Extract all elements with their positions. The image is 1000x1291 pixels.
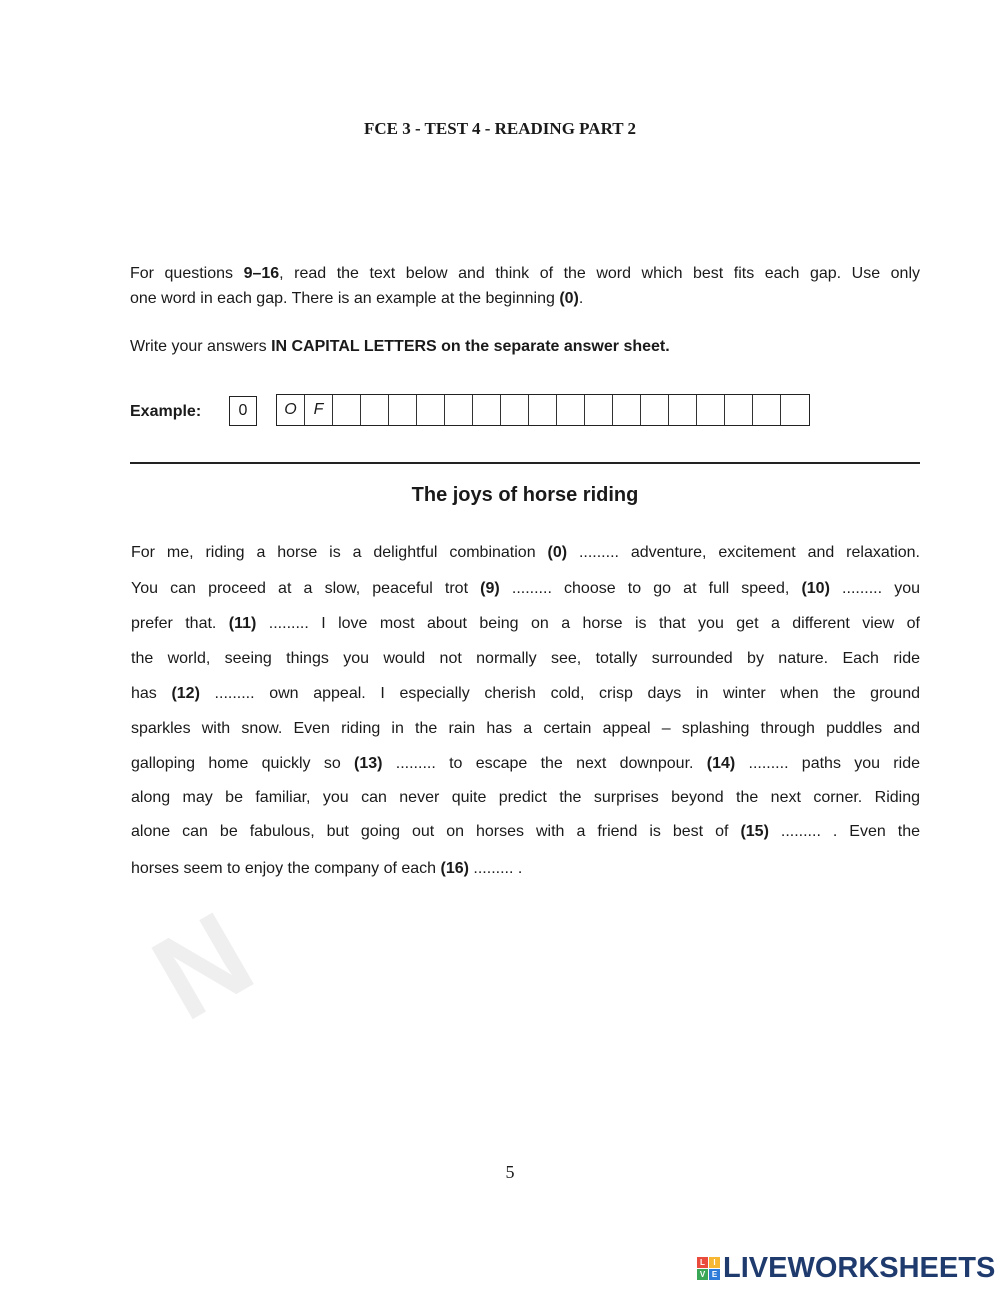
page-title: FCE 3 - TEST 4 - READING PART 2 [363,119,637,138]
page-number: 5 [505,1162,515,1182]
answer-cell [473,395,501,425]
logo-icon [697,1257,720,1280]
text-segment: ......... own appeal. I especially cherish cold, crisp days in winter when the ground [199,685,920,702]
answer-cell [557,395,585,425]
answer-cell [725,395,753,425]
passage-line [131,683,920,705]
passage-line [131,753,920,775]
answer-cell [389,395,417,425]
answer-cell [641,395,669,425]
text-segment: Write your answers [130,338,272,355]
passage-line [131,613,920,635]
logo-letter-tile: E [709,1269,720,1280]
text-segment: along may be familiar, you can never quite predict the surprises beyond the next corner. Riding [131,789,920,806]
answer-cell [697,395,725,425]
text-segment: You can proceed at a slow, peaceful trot [131,580,481,597]
answer-cell [753,395,781,425]
gap-number: 9–16 [243,265,280,282]
text-segment: galloping home quickly so [131,755,355,772]
text-segment: For questions [130,265,244,282]
answer-cell [417,395,445,425]
instruction-line-1 [130,261,920,286]
passage-line [131,648,920,670]
example-label: Example: [130,403,202,420]
text-segment: sparkles with snow. Even riding in the rain has a certain appeal – splashing through puddles and [131,720,920,737]
text-segment: ......... paths you ride [735,755,920,772]
text-segment: alone can be fabulous, but going out on horses with a friend is best of [131,823,741,840]
text-segment: ......... I love most about being on a horse is that you get a different view of [256,615,920,632]
text-segment: the world, seeing things you would not normally see, totally surrounded by nature. Each ride [131,650,920,667]
gap-number: (16) [440,860,469,877]
answer-cell [669,395,697,425]
gap-number: (0) [547,544,568,561]
answer-cell [333,395,361,425]
answer-cell [445,395,473,425]
logo-letter-tile: I [709,1257,720,1268]
passage-line [131,542,920,564]
gap-number: (10) [801,580,830,597]
gap-number: (9) [480,580,500,597]
text-segment: ......... adventure, excitement and relaxation. [567,544,920,561]
gap-number: (0) [559,290,579,307]
gap-number: (14) [706,755,736,772]
answer-cell [585,395,613,425]
watermark: N [131,886,274,1046]
passage-line [131,718,920,740]
text-segment: ......... to escape the next downpour. [382,755,707,772]
example-number-box: 0 [229,396,257,426]
answer-cell [361,395,389,425]
instruction-line-2 [130,286,920,311]
gap-number: IN CAPITAL LETTERS on the separate answer sheet. [271,338,670,355]
passage-line [131,578,920,600]
answer-cell [781,395,809,425]
text-segment: horses seem to enjoy the company of each [131,860,441,877]
passage-heading: The joys of horse riding [411,484,639,506]
gap-number: (13) [354,755,383,772]
text-segment: ......... you [829,580,920,597]
example-answer-cells [276,394,810,426]
text-segment: , read the text below and think of the word which best fits each gap. Use only [279,265,920,282]
logo-text: LIVEWORKSHEETS [723,1252,996,1284]
gap-number: (12) [171,685,200,702]
text-segment: prefer that. [131,615,229,632]
answer-cell [613,395,641,425]
answer-cell: F [305,395,333,425]
text-segment: ......... . [468,860,523,877]
answer-cell [529,395,557,425]
text-segment: For me, riding a horse is a delightful combination [131,544,548,561]
text-segment: . [578,290,584,307]
text-segment: ......... . Even the [768,823,920,840]
instruction-line-3 [130,334,920,359]
liveworksheets-logo [697,1252,995,1285]
logo-letter-tile: V [697,1269,708,1280]
answer-cell [501,395,529,425]
text-segment: ......... choose to go at full speed, [499,580,802,597]
text-segment: one word in each gap. There is an example at the beginning [130,290,560,307]
gap-number: (15) [740,823,769,840]
text-segment: has [131,685,172,702]
logo-letter-tile: L [697,1257,708,1268]
passage-line [131,787,920,809]
divider [130,462,920,464]
passage-line [131,821,920,843]
gap-number: (11) [228,615,257,632]
answer-cell: O [277,395,305,425]
